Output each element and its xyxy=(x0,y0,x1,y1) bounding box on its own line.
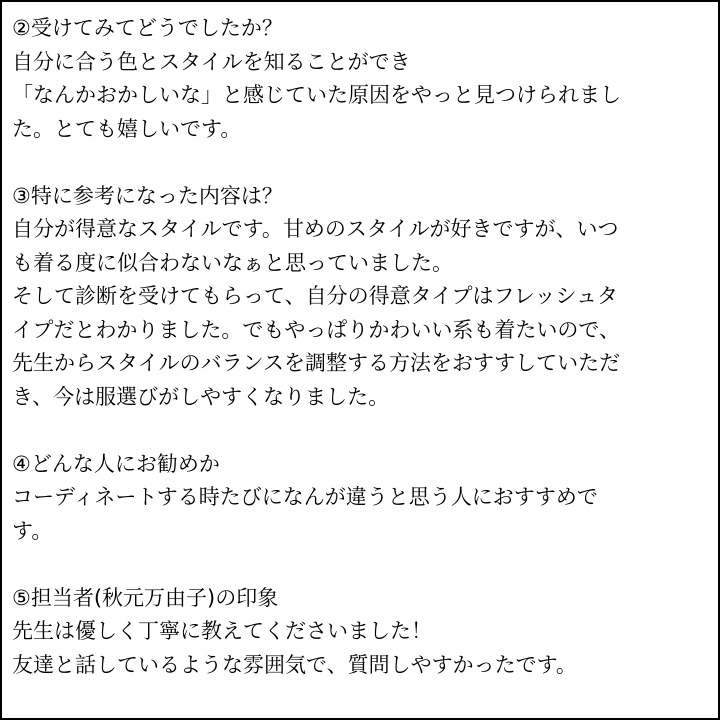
text-line: ③特に参考になった内容は？ xyxy=(12,183,283,208)
text-line: ⑤担当者(秋元万由子)の印象 xyxy=(12,585,279,610)
paragraph-spacer xyxy=(12,548,706,582)
paragraph-spacer xyxy=(12,146,706,180)
text-line: イプだとわかりました。でもやっぱりかわいい系も着たいので、 xyxy=(12,317,620,342)
text-line: 自分が得意なスタイルです。甘めのスタイルが好きですが、いつ xyxy=(12,217,619,241)
text-line: 先生からスタイルのバランスを調整する方法をおすすしていただ xyxy=(12,351,621,375)
text-line: き、今は服選びがしやすくなりました。 xyxy=(12,384,390,409)
text-line: 自分に合う色とスタイルを知ることができ xyxy=(12,49,411,74)
text-line: 先生は優しく丁寧に教えてくださいました！ xyxy=(12,619,432,643)
text-line: ④どんな人にお勧めか xyxy=(12,451,220,476)
answer-block-q4 xyxy=(12,448,706,549)
text-line: も着る度に似合わないなぁと思っていました。 xyxy=(12,250,453,275)
text-line: た。とても嬉しいです。 xyxy=(12,116,242,141)
answer-block-q3 xyxy=(12,180,706,415)
text-line: ②受けてみてどうでしたか？ xyxy=(12,16,283,40)
answer-block-q5 xyxy=(12,582,706,683)
paragraph-spacer xyxy=(12,414,706,448)
text-line: コーディネートする時たびになんが違うと思う人におすすめで xyxy=(12,485,598,509)
document-body xyxy=(2,2,718,682)
text-line: 「なんかおかしいな」と感じていた原因をやっと見つけられまし xyxy=(12,83,621,107)
text-line: 友達と話しているような雰囲気で、質問しやすかったです。 xyxy=(12,652,577,677)
text-line: そして診断を受けてもらって、自分の得意タイプはフレッシュタ xyxy=(12,284,619,308)
text-line: す。 xyxy=(12,518,53,543)
answer-block-q2 xyxy=(12,12,706,146)
